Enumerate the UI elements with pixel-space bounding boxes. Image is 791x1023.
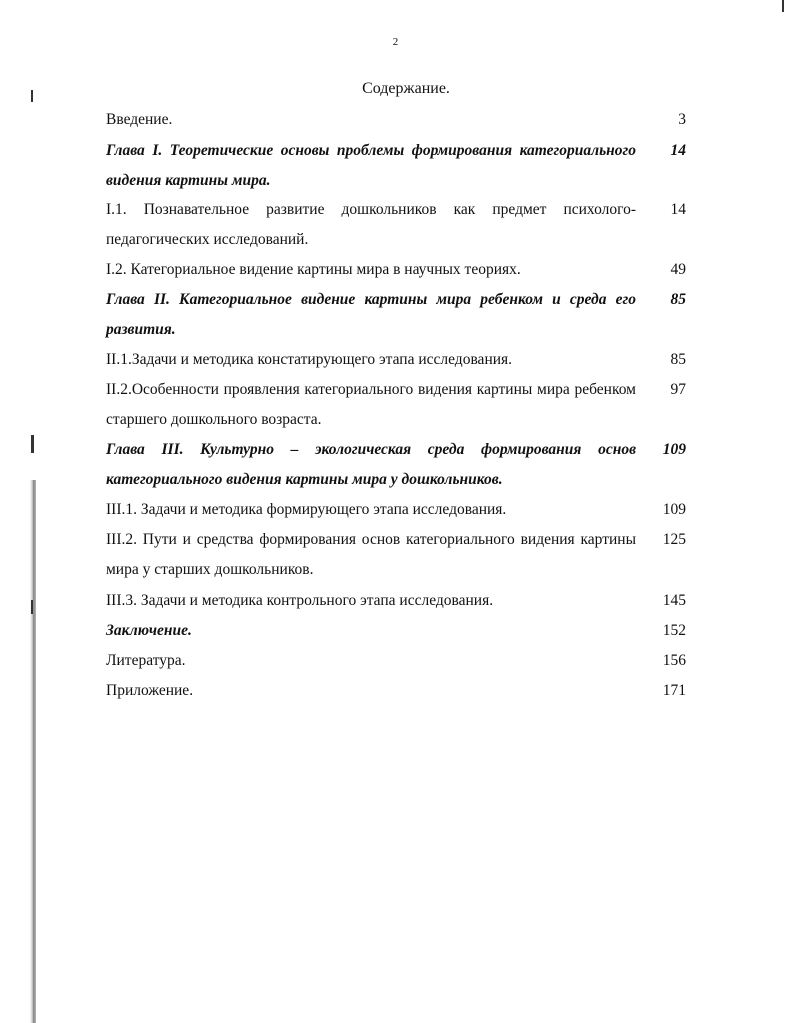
page-title: Содержание. (362, 80, 450, 97)
toc-entry-text: I.2. Категориальное видение картины мира в научных теориях. (106, 261, 521, 278)
toc-entry-text: Заключение. (106, 622, 192, 639)
toc-entry-page: 109 (662, 501, 686, 518)
toc-entry-page: 125 (662, 531, 686, 548)
toc-entry-text: I.1. Познавательное развитие дошкольников как предмет психолого-педагогических исследований. (106, 201, 636, 248)
toc-entry-page: 156 (662, 652, 686, 669)
toc-entry-text: II.1.Задачи и методика констатирующего этапа исследования. (106, 351, 513, 368)
toc-entry-text: III.1. Задачи и методика формирующего этапа исследования. (106, 501, 507, 518)
toc-entry-page: 14 (670, 142, 686, 159)
toc-entry-text: Глава I. Теоретические основы проблемы формирования категориального видения картины мира. (106, 142, 636, 189)
toc-entry-page: 3 (678, 111, 686, 128)
scan-edge-shadow (30, 480, 36, 1023)
toc-entry-text: Приложение. (106, 682, 194, 699)
toc-entry-text: Глава II. Категориальное видение картины мира ребенком и среда его развития. (106, 291, 636, 338)
toc-entry-page: 145 (662, 592, 686, 609)
toc-entry-text: III.3. Задачи и методика контрольного этапа исследования. (106, 592, 494, 609)
toc-entry-text: III.2. Пути и средства формирования основ категориального видения картины мира у старших дошкольников. (106, 531, 636, 578)
page-number: 2 (392, 36, 399, 48)
scan-mark (31, 600, 33, 614)
toc-entry-page: 171 (662, 682, 686, 699)
toc-entry-text: II.2.Особенности проявления категориального видения картины мира ребенком старшего дошкольного возраста. (106, 381, 636, 428)
toc-entry-page: 85 (670, 291, 686, 308)
scan-mark (31, 435, 34, 453)
toc-entry-page: 49 (670, 261, 686, 278)
toc-entry-text: Введение. (106, 111, 173, 128)
toc-entry-text: Литература. (106, 652, 186, 669)
toc-entry-page: 14 (670, 201, 686, 218)
toc-entry-page: 152 (662, 622, 686, 639)
toc-entry-page: 85 (670, 351, 686, 368)
toc-entry-text: Глава III. Культурно – экологическая среда формирования основ категориального видения картины мира у дошкольников. (106, 441, 636, 488)
scan-mark (782, 0, 784, 12)
toc-entry-page: 109 (662, 441, 686, 458)
toc-entry-page: 97 (670, 381, 686, 398)
